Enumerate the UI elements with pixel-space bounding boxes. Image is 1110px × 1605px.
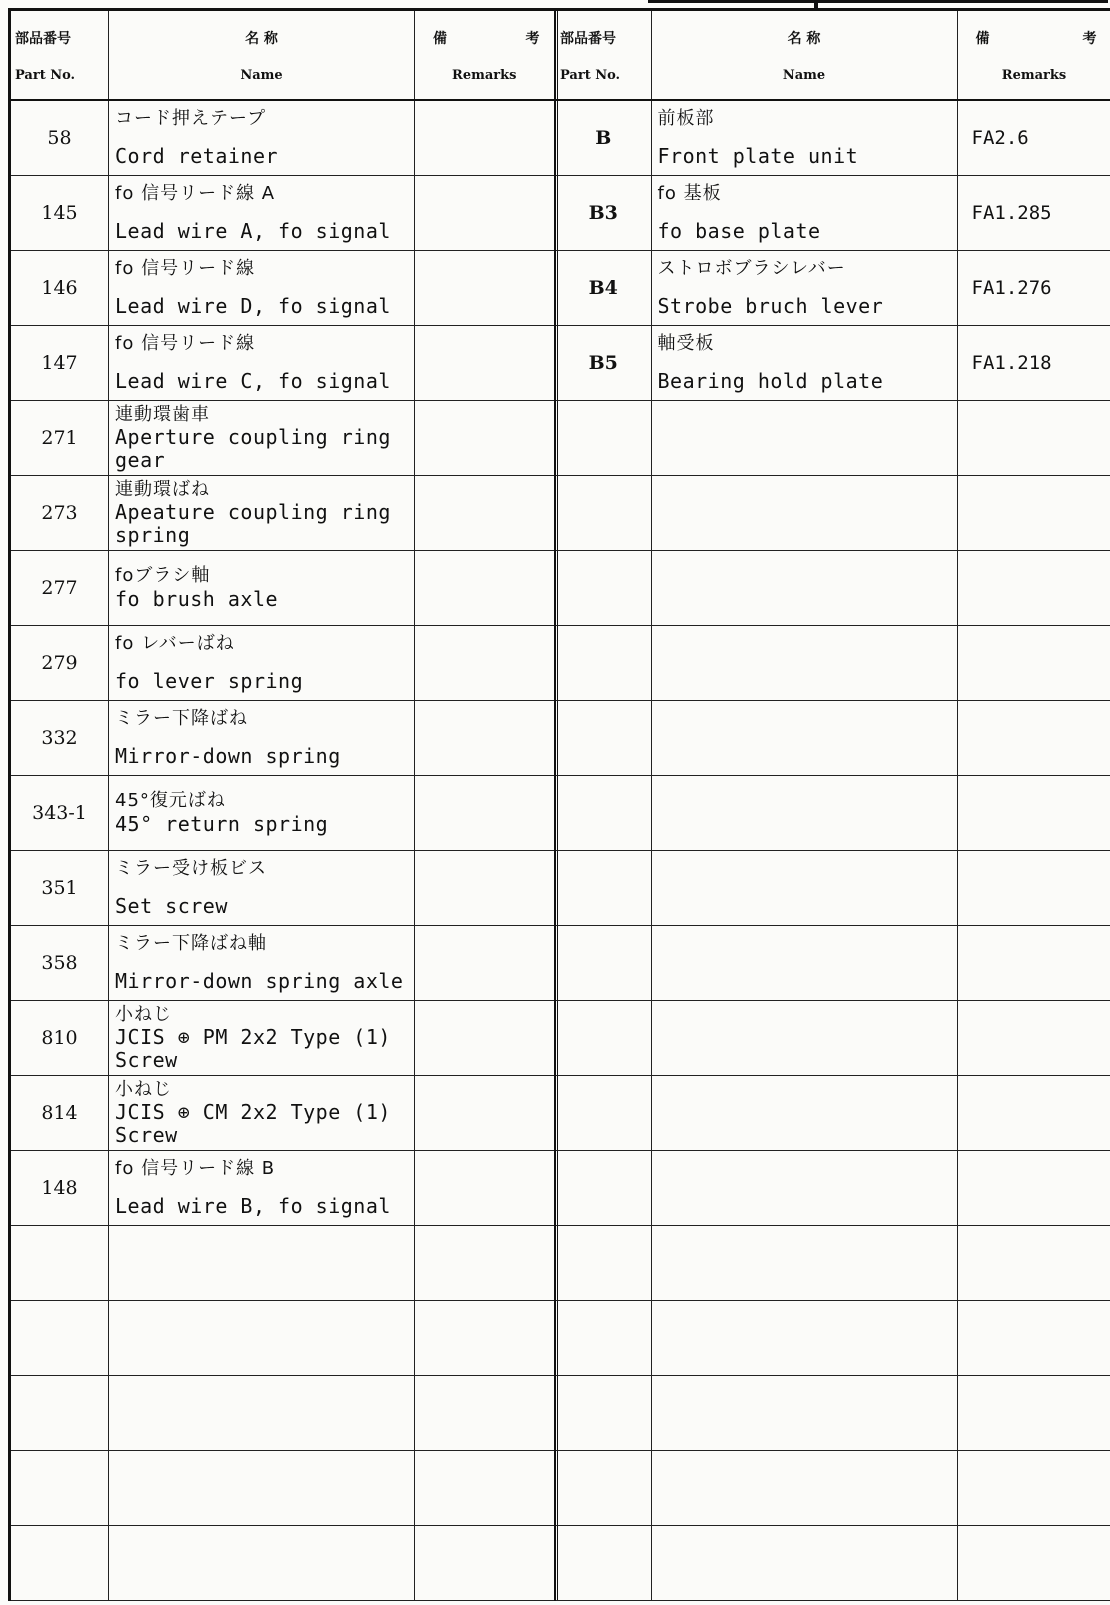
- table-row: [555, 1376, 1110, 1451]
- table-row: [10, 1526, 556, 1601]
- table-row: [555, 1301, 1110, 1376]
- parts-table-right: [554, 8, 1110, 1601]
- partno-header: 部品番号 Part No.: [10, 10, 109, 101]
- table-row: [555, 1226, 1110, 1301]
- page-top-rule: [648, 0, 1108, 8]
- table-row: 146 fo 信号リード線 Lead wire D, fo signal: [10, 251, 556, 326]
- table-row: [555, 926, 1110, 1001]
- header-row-left: [10, 10, 556, 101]
- table-row: [555, 401, 1110, 476]
- table-row: [555, 851, 1110, 926]
- table-row: B 前板部 Front plate unit FA2.6: [555, 100, 1110, 176]
- name-header: 名 称 Name: [651, 10, 957, 101]
- table-row: [555, 701, 1110, 776]
- table-row: [555, 1526, 1110, 1601]
- header-row-right: [555, 10, 1110, 101]
- table-row: 358 ミラー下降ばね軸 Mirror-down spring axle: [10, 926, 556, 1001]
- table-row: 814 小ねじ JCIS ⊕ CM 2x2 Type (1) Screw: [10, 1076, 556, 1151]
- table-row: [10, 1301, 556, 1376]
- table-row: B5 軸受板 Bearing hold plate FA1.218: [555, 326, 1110, 401]
- table-row: 58 コード押えテープ Cord retainer: [10, 100, 556, 176]
- table-row: [555, 776, 1110, 851]
- table-row: 279 fo レバーばね fo lever spring: [10, 626, 556, 701]
- table-row: [10, 1451, 556, 1526]
- table-row: 810 小ねじ JCIS ⊕ PM 2x2 Type (1) Screw: [10, 1001, 556, 1076]
- partno-header: 部品番号 Part No.: [555, 10, 651, 101]
- table-row: [555, 1451, 1110, 1526]
- remarks-header: 備 考 Remarks: [415, 10, 556, 101]
- table-row: [555, 1151, 1110, 1226]
- table-row: [555, 626, 1110, 701]
- name-header: 名 称 Name: [109, 10, 415, 101]
- table-row: 147 fo 信号リード線 Lead wire C, fo signal: [10, 326, 556, 401]
- table-row: 343-1 45°復元ばね 45° return spring: [10, 776, 556, 851]
- table-row: [10, 1376, 556, 1451]
- table-row: [555, 551, 1110, 626]
- table-row: [555, 476, 1110, 551]
- table-row: 277 foブラシ軸 fo brush axle: [10, 551, 556, 626]
- table-row: 273 連動環ばね Apeature coupling ring spring: [10, 476, 556, 551]
- table-row: B3 fo 基板 fo base plate FA1.285: [555, 176, 1110, 251]
- table-row: 145 fo 信号リード線 A Lead wire A, fo signal: [10, 176, 556, 251]
- table-row: [555, 1001, 1110, 1076]
- table-row: 351 ミラー受け板ビス Set screw: [10, 851, 556, 926]
- table-row: 148 fo 信号リード線 B Lead wire B, fo signal: [10, 1151, 556, 1226]
- table-row: B4 ストロボブラシレバー Strobe bruch lever FA1.276: [555, 251, 1110, 326]
- table-row: [10, 1226, 556, 1301]
- table-row: 271 連動環歯車 Aperture coupling ring gear: [10, 401, 556, 476]
- table-row: [555, 1076, 1110, 1151]
- table-row: 332 ミラー下降ばね Mirror-down spring: [10, 701, 556, 776]
- parts-table-left: [8, 8, 558, 1601]
- remarks-header: 備 考 Remarks: [957, 10, 1110, 101]
